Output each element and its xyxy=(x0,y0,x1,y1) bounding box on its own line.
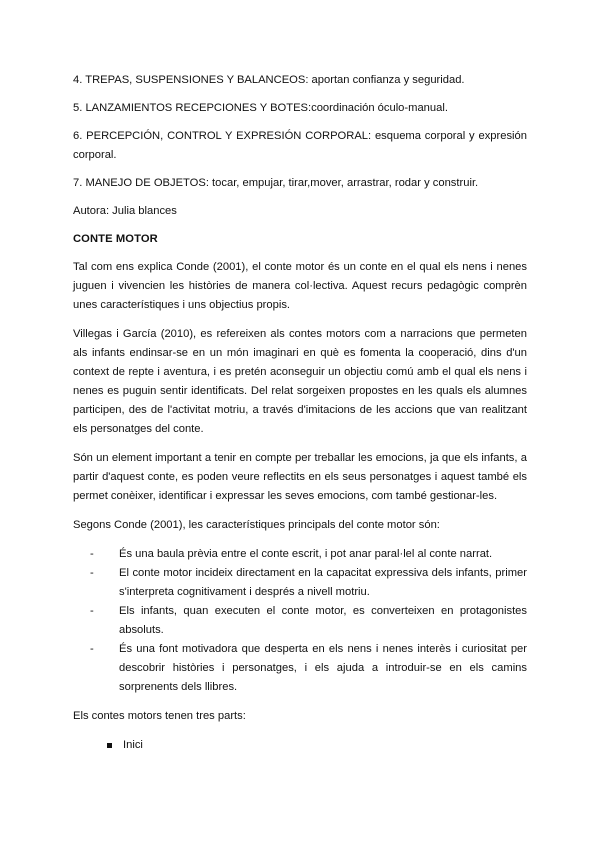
paragraph-villegas: Villegas i García (2010), es refereixen als contes motors com a narracions que permeten als infants endinsar-se en un món imaginari en què es fomenta la cooperació, dins d'un context de repte i aventura, i es pretén aconseguir un objectiu comú amb el qual els nens i nenes es puguin sentir identificats. Del relat sorgeixen propostes en les quals els alumnes participen, des de l'activitat motriu, a través d'imitacions de les accions que van realitzant els personatges del conte. xyxy=(73,328,527,435)
feature-text: És una font motivadora que desperta en els nens i nenes interès i curiositat per descobrir històries i personatges, i els ajuda a introduir-se en els camins sorprenents dels llibres. xyxy=(119,643,527,693)
document-body xyxy=(73,71,527,755)
line-percepcion: 6. PERCEPCIÓN, CONTROL Y EXPRESIÓN CORPORAL: esquema corporal y expresión corporal. xyxy=(73,130,527,161)
dash-marker: - xyxy=(90,643,94,655)
paragraph-emotions: Són un element important a tenir en compte per treballar les emocions, ja que els infants, a partir d'aquest conte, es poden veure reflectits en els seus personatges i aquest també els permet conèixer, identificar i expressar les seves emocions, com també gestionar-les. xyxy=(73,452,527,502)
list-item xyxy=(73,545,527,564)
features-list xyxy=(73,545,527,697)
line-lanzamientos: 5. LANZAMIENTOS RECEPCIONES Y BOTES:coordinación óculo-manual. xyxy=(73,102,448,114)
line-manejo: 7. MANEJO DE OBJETOS: tocar, empujar, tirar,mover, arrastrar, rodar y construir. xyxy=(73,177,479,189)
parts-intro: Els contes motors tenen tres parts: xyxy=(73,710,246,722)
list-item xyxy=(73,736,527,755)
dash-marker: - xyxy=(90,548,94,560)
line-trepas: 4. TREPAS, SUSPENSIONES Y BALANCEOS: aportan confianza y seguridad. xyxy=(73,74,465,86)
parts-list xyxy=(73,736,527,755)
paragraph-features-intro: Segons Conde (2001), les característiques principals del conte motor són: xyxy=(73,519,440,531)
part-text: Inici xyxy=(123,739,143,751)
list-item xyxy=(73,602,527,640)
feature-text: És una baula prèvia entre el conte escrit, i pot anar paral·lel al conte narrat. xyxy=(119,548,493,560)
author-line: Autora: Julia blances xyxy=(73,205,177,217)
dash-marker: - xyxy=(90,605,94,617)
feature-text: Els infants, quan executen el conte motor, es converteixen en protagonistes absoluts. xyxy=(119,605,527,636)
square-bullet-icon xyxy=(107,743,112,748)
list-item xyxy=(73,640,527,697)
feature-text: El conte motor incideix directament en la capacitat expressiva dels infants, primer s'interpreta cognitivament i després a nivell motriu. xyxy=(119,567,527,598)
list-item xyxy=(73,564,527,602)
section-heading: CONTE MOTOR xyxy=(73,233,158,245)
dash-marker: - xyxy=(90,567,94,579)
paragraph-intro: Tal com ens explica Conde (2001), el conte motor és un conte en el qual els nens i nenes juguen i vivencien les històries de manera col·lectiva. Aquest recurs pedagògic comprèn unes característiques i uns objectius propis. xyxy=(73,261,527,311)
